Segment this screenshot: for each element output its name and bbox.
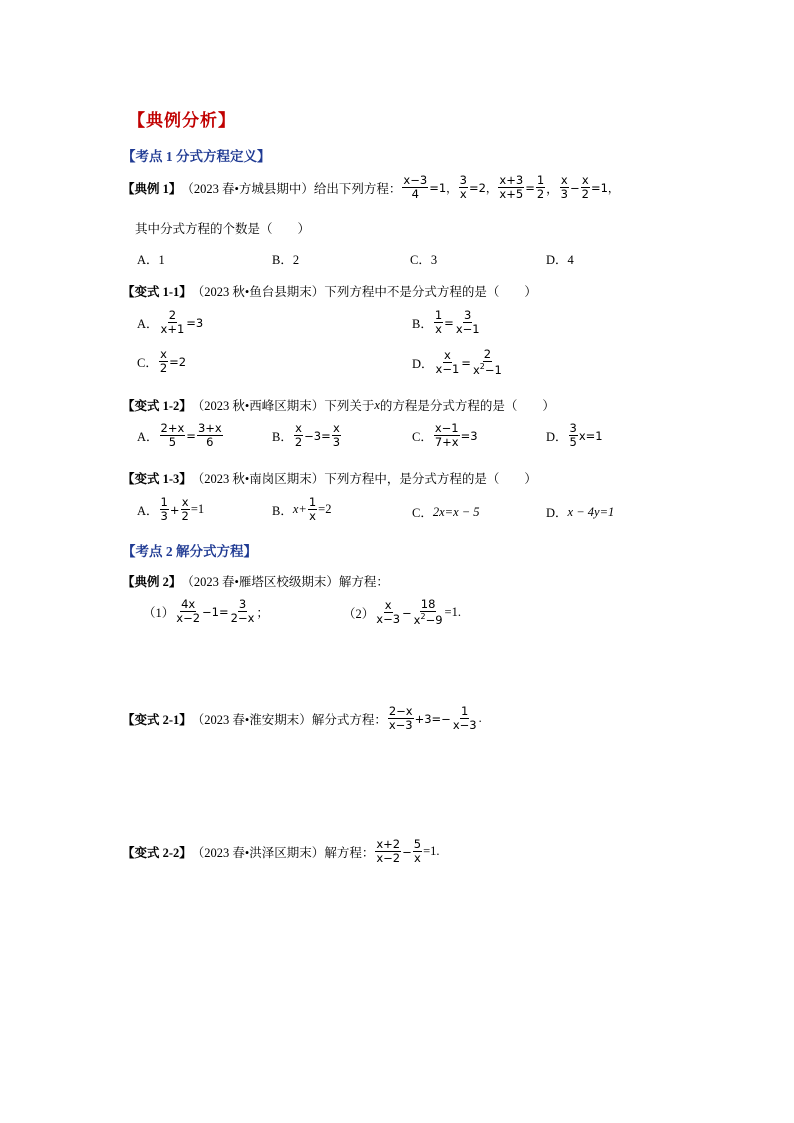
option-label: A． (137, 503, 159, 518)
example-1-option-c: C．3 (410, 253, 438, 267)
variant-2-2-text: 解方程： (324, 845, 375, 860)
example-1-option-b: B．2 (272, 253, 300, 267)
example-1-option-d: D．4 (546, 253, 574, 267)
variant-2-1 (122, 705, 482, 732)
variant-2-1-source: （2023 春•淮安期末） (191, 712, 312, 727)
example-1 (122, 174, 619, 201)
fraction: $\frac{1}{x}$ (308, 495, 317, 524)
equation-rhs: =1 (190, 502, 205, 517)
equation-rhs: =3 (186, 315, 204, 330)
equation-middle: −1= (202, 604, 229, 619)
fraction: $\frac{x+2}{x-2}$ (376, 837, 401, 866)
variant-1-3-tag: 【变式 1-3】 (122, 472, 192, 486)
part-label: （1） (143, 605, 175, 620)
variant-2-1-tag: 【变式 2-1】 (122, 712, 192, 727)
example-1-eq3-equals: = (525, 180, 535, 195)
variant-1-1 (122, 282, 537, 300)
equation-rhs: =3 (460, 428, 478, 443)
equation-tail: . (478, 711, 482, 726)
topic-1-heading: 【考点 1 分式方程定义】 (122, 149, 271, 164)
fraction: $\frac{2}{x^2-1}$ (472, 347, 502, 378)
example-1-eq4-fraction-right: $\frac{x}{2}$ (581, 173, 589, 202)
example-1-text: 给出下列方程： (313, 181, 402, 196)
example-2-source: （2023 春•雁塔区校级期末） (181, 575, 339, 589)
fraction: $\frac{3+x}{6}$ (197, 421, 222, 450)
fraction: $\frac{4x}{x-2}$ (176, 597, 201, 626)
fraction: $\frac{x-1}{7+x}$ (434, 421, 459, 450)
example-1-eq4-fraction-left: $\frac{x}{3}$ (560, 173, 568, 202)
equation-tail: ； (256, 605, 269, 620)
example-1-eq3-fraction-left: $\frac{x+3}{x+5}$ (499, 173, 524, 202)
fraction: $\frac{x}{2}$ (159, 347, 168, 376)
variant-1-1-tag: 【变式 1-1】 (122, 285, 192, 299)
equation-rhs: =2 (169, 354, 187, 369)
option-label: D． (546, 429, 568, 444)
minus-sign: − (402, 844, 412, 859)
option-label: C． (412, 429, 433, 444)
option-label: C． (137, 355, 158, 370)
example-2-text: 解方程： (338, 575, 389, 589)
variant-1-3-option-d (546, 503, 614, 521)
option-label: D． (546, 506, 568, 520)
option-label: B． (412, 316, 433, 331)
equation: x − 4y=1 (567, 504, 615, 519)
fraction: $\frac{2}{x+1}$ (160, 308, 185, 337)
example-2-part-2 (343, 598, 461, 627)
minus-sign: − (402, 605, 412, 620)
variant-2-2-source: （2023 春•洪泽区期末） (191, 845, 325, 860)
example-1-eq1-rhs: =1， (429, 180, 458, 195)
variant-1-2-text-end: 的方程是分式方程的是（ ） (379, 399, 555, 413)
section-heading: 【典例分析】 (128, 111, 236, 130)
equation-rhs: x=1 (578, 428, 603, 443)
option-label: A． (137, 429, 159, 444)
topic-2-heading: 【考点 2 解分式方程】 (122, 544, 257, 559)
fraction: $\frac{3}{x-1}$ (455, 308, 480, 337)
equation-rhs: =1. (423, 844, 440, 859)
variant-1-3-option-c (412, 503, 480, 521)
variant-1-3-source: （2023 秋•南岗区期末） (191, 472, 325, 486)
equals-sign: = (186, 428, 196, 443)
fraction: $\frac{2-x}{x-3}$ (388, 704, 413, 733)
variant-1-1-option-b (412, 309, 482, 336)
variant-1-2-source: （2023 秋•西峰区期末） (191, 399, 325, 413)
equation-rhs: =1. (444, 605, 461, 620)
variant-1-1-source: （2023 秋•鱼台县期末） (191, 285, 325, 299)
example-1-question: 其中分式方程的个数是（ ） (135, 222, 311, 236)
variant-1-1-option-d (412, 348, 504, 377)
fraction: $\frac{x}{x-3}$ (376, 597, 401, 627)
variant-1-2-option-d (546, 422, 603, 449)
example-1-eq4-rhs: =1， (590, 180, 620, 195)
equation: 2x=x − 5 (432, 504, 480, 519)
variant-2-2 (122, 838, 440, 865)
example-1-option-a: A．1 (137, 253, 165, 267)
option-label: C． (412, 506, 433, 520)
equals-sign: = (461, 355, 471, 370)
fraction: $\frac{x}{3}$ (332, 421, 341, 450)
option-label: B． (272, 503, 293, 518)
fraction: $\frac{1}{x}$ (434, 308, 443, 337)
fraction: $\frac{x}{2}$ (181, 495, 189, 524)
part-label: （2） (343, 606, 375, 621)
equation-rhs: =2 (318, 502, 332, 517)
variant-1-1-option-c (137, 348, 186, 375)
example-1-eq3-fraction-right: $\frac{1}{2}$ (536, 173, 545, 202)
variant-1-2-tag: 【变式 1-2】 (122, 399, 192, 413)
example-2 (122, 572, 389, 590)
example-1-eq2-rhs: =2， (468, 180, 498, 195)
variant-1-3 (122, 469, 537, 487)
option-label: A． (137, 316, 159, 331)
example-1-eq2-fraction: $\frac{3}{x}$ (459, 173, 467, 202)
example-2-tag: 【典例 2】 (122, 575, 182, 589)
example-2-part-1 (143, 598, 269, 625)
variant-1-3-option-a (137, 496, 204, 523)
plus-sign: + (169, 502, 180, 517)
variant-1-2-option-c (412, 422, 478, 449)
fraction: $\frac{5}{x}$ (413, 837, 422, 866)
variant-1-1-text: 下列方程中不是分式方程的是（ ） (324, 285, 537, 299)
equation-middle: +3=− (414, 711, 451, 726)
example-1-eq1-fraction: $\frac{x-3}{4}$ (403, 173, 428, 202)
variant-1-2-option-b (272, 422, 342, 449)
option-label: D． (412, 356, 434, 371)
variant-1-2-text: 下列关于 (324, 399, 375, 413)
fraction: $\frac{x}{2}$ (294, 421, 303, 450)
variant-1-2-option-a (137, 422, 224, 449)
option-label: B． (272, 429, 293, 444)
fraction: $\frac{x}{x-1}$ (435, 347, 460, 377)
example-1-eq3-sep: ， (546, 181, 559, 196)
variant-1-1-option-a (137, 309, 203, 336)
variant-2-2-tag: 【变式 2-2】 (122, 845, 192, 860)
fraction: $\frac{18}{x^2-9}$ (413, 597, 443, 628)
variant-1-3-text: 下列方程中，是分式方程的是（ ） (324, 472, 537, 486)
variant-2-1-text: 解分式方程： (311, 712, 387, 727)
variable-x: x (374, 397, 380, 412)
equation-prefix: x+ (292, 502, 307, 517)
variant-1-2 (122, 396, 555, 414)
equation-middle: −3= (304, 428, 331, 443)
fraction: $\frac{1}{x-3}$ (452, 704, 477, 733)
example-1-source: （2023 春•方城县期中） (181, 181, 314, 196)
fraction: $\frac{3}{2-x}$ (230, 597, 255, 626)
equals-sign: = (444, 315, 454, 330)
fraction: $\frac{1}{3}$ (160, 495, 168, 524)
example-1-eq4-minus: − (570, 180, 580, 195)
fraction: $\frac{3}{5}$ (569, 421, 577, 450)
variant-1-3-option-b (272, 496, 331, 523)
fraction: $\frac{2+x}{5}$ (160, 421, 185, 450)
example-1-tag: 【典例 1】 (122, 181, 182, 196)
